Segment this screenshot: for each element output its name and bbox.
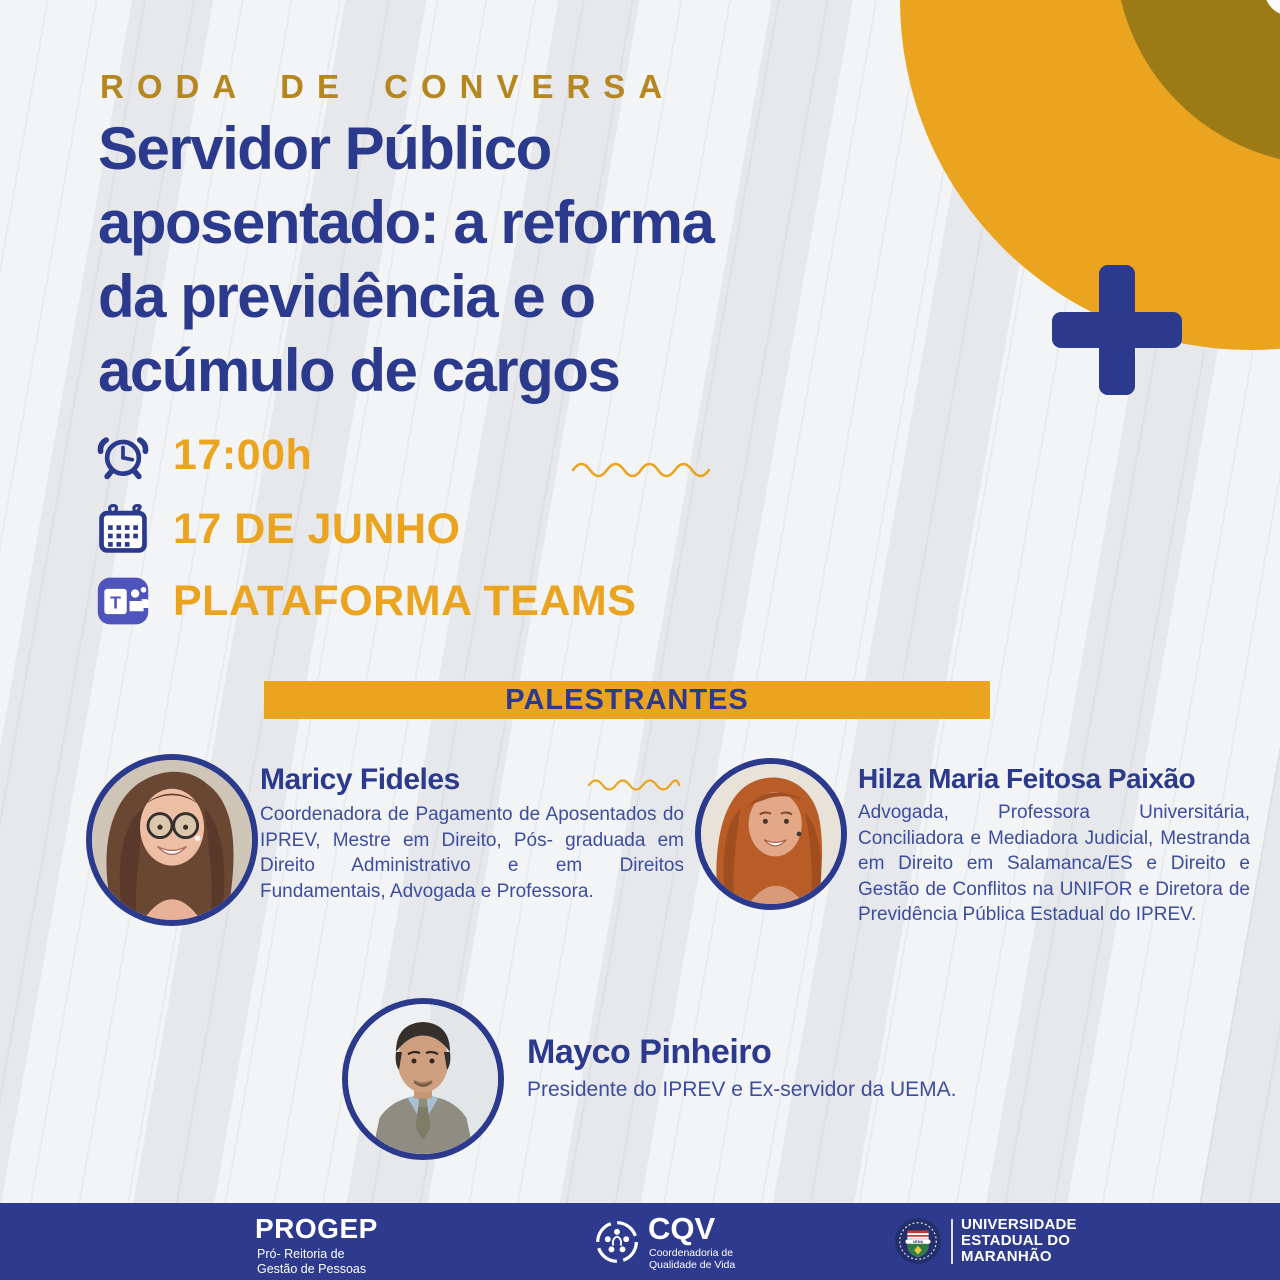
avatar-woman-red-hair xyxy=(701,764,841,904)
speakers-banner-label: PALESTRANTES xyxy=(505,683,749,716)
event-date-row xyxy=(95,500,460,558)
footer-divider xyxy=(951,1219,953,1264)
event-time-label: 17:00h xyxy=(173,430,313,479)
speaker-photo-hilza xyxy=(695,758,847,910)
uema-text-line1: UNIVERSIDADE xyxy=(961,1216,1077,1233)
speaker-bio: Advogada, Professora Universitária, Conciliadora e Mediadora Judicial, Mestranda em Direito em Salamanca/ES e Direito e Gestão de Conflitos na UNIFOR e Diretora de Previdência Pública Estadual do IPREV. xyxy=(858,802,1250,925)
calendar-icon xyxy=(95,501,151,557)
event-platform-label: PLATAFORMA TEAMS xyxy=(173,576,637,625)
speaker-card-maricy xyxy=(260,763,684,904)
title-line-1: Servidor Público xyxy=(98,115,551,182)
title-line-3: da previdência e o xyxy=(98,263,595,330)
speaker-name: Hilza Maria Feitosa Paixão xyxy=(858,763,1196,794)
speaker-card-mayco xyxy=(527,1033,997,1103)
progep-subtitle-line2: Gestão de Pessoas xyxy=(257,1262,367,1276)
avatar-woman-glasses xyxy=(92,760,252,920)
uema-crest-icon xyxy=(894,1217,942,1265)
svg-text:T: T xyxy=(110,592,121,613)
speaker-name: Maricy Fideles xyxy=(260,763,460,796)
uema-logo-text xyxy=(961,1217,1077,1265)
plus-icon xyxy=(1052,265,1182,395)
footer-bar xyxy=(0,1203,1280,1280)
cqv-subtitle-line1: Coordenadoria de xyxy=(649,1247,734,1259)
speaker-card-hilza xyxy=(858,763,1250,928)
progep-subtitle xyxy=(257,1247,366,1277)
event-platform-row xyxy=(95,572,636,630)
title-line-2: aposentado: a reforma xyxy=(98,189,714,256)
speaker-photo-maricy xyxy=(86,754,258,926)
cqv-logo-icon xyxy=(594,1219,640,1265)
progep-logo-text: PROGEP xyxy=(255,1213,378,1244)
cqv-subtitle-line2: Qualidade de Vida xyxy=(649,1259,736,1271)
event-kicker: RODA DE CONVERSA xyxy=(100,68,676,105)
alarm-clock-icon xyxy=(95,427,151,483)
cqv-logo-text: CQV xyxy=(648,1211,716,1246)
speaker-bio: Coordenadora de Pagamento de Aposentados do IPREV, Mestre em Direito, Pós- graduada em Direito Administrativo e em Direitos Fundamentais, Advogada e Professora. xyxy=(260,804,684,902)
speaker-photo-mayco xyxy=(342,998,504,1160)
speakers-banner xyxy=(264,681,990,719)
title-line-4: acúmulo de cargos xyxy=(98,337,620,404)
event-time-row xyxy=(95,426,312,484)
avatar-man-suit xyxy=(348,1004,498,1154)
event-date-label: 17 DE JUNHO xyxy=(173,504,461,553)
speaker-name: Mayco Pinheiro xyxy=(527,1033,772,1071)
teams-icon xyxy=(95,573,151,629)
wave-line-icon xyxy=(571,458,711,482)
uema-text-line2: ESTADUAL DO xyxy=(961,1232,1071,1249)
svg-text:UEMA: UEMA xyxy=(912,1239,924,1244)
uema-text-line3: MARANHÃO xyxy=(961,1248,1052,1265)
progep-subtitle-line1: Pró- Reitoria de xyxy=(257,1247,345,1261)
cqv-subtitle xyxy=(649,1247,735,1271)
speaker-bio: Presidente do IPREV e Ex-servidor da UEMA. xyxy=(527,1078,957,1101)
event-title xyxy=(98,112,858,408)
